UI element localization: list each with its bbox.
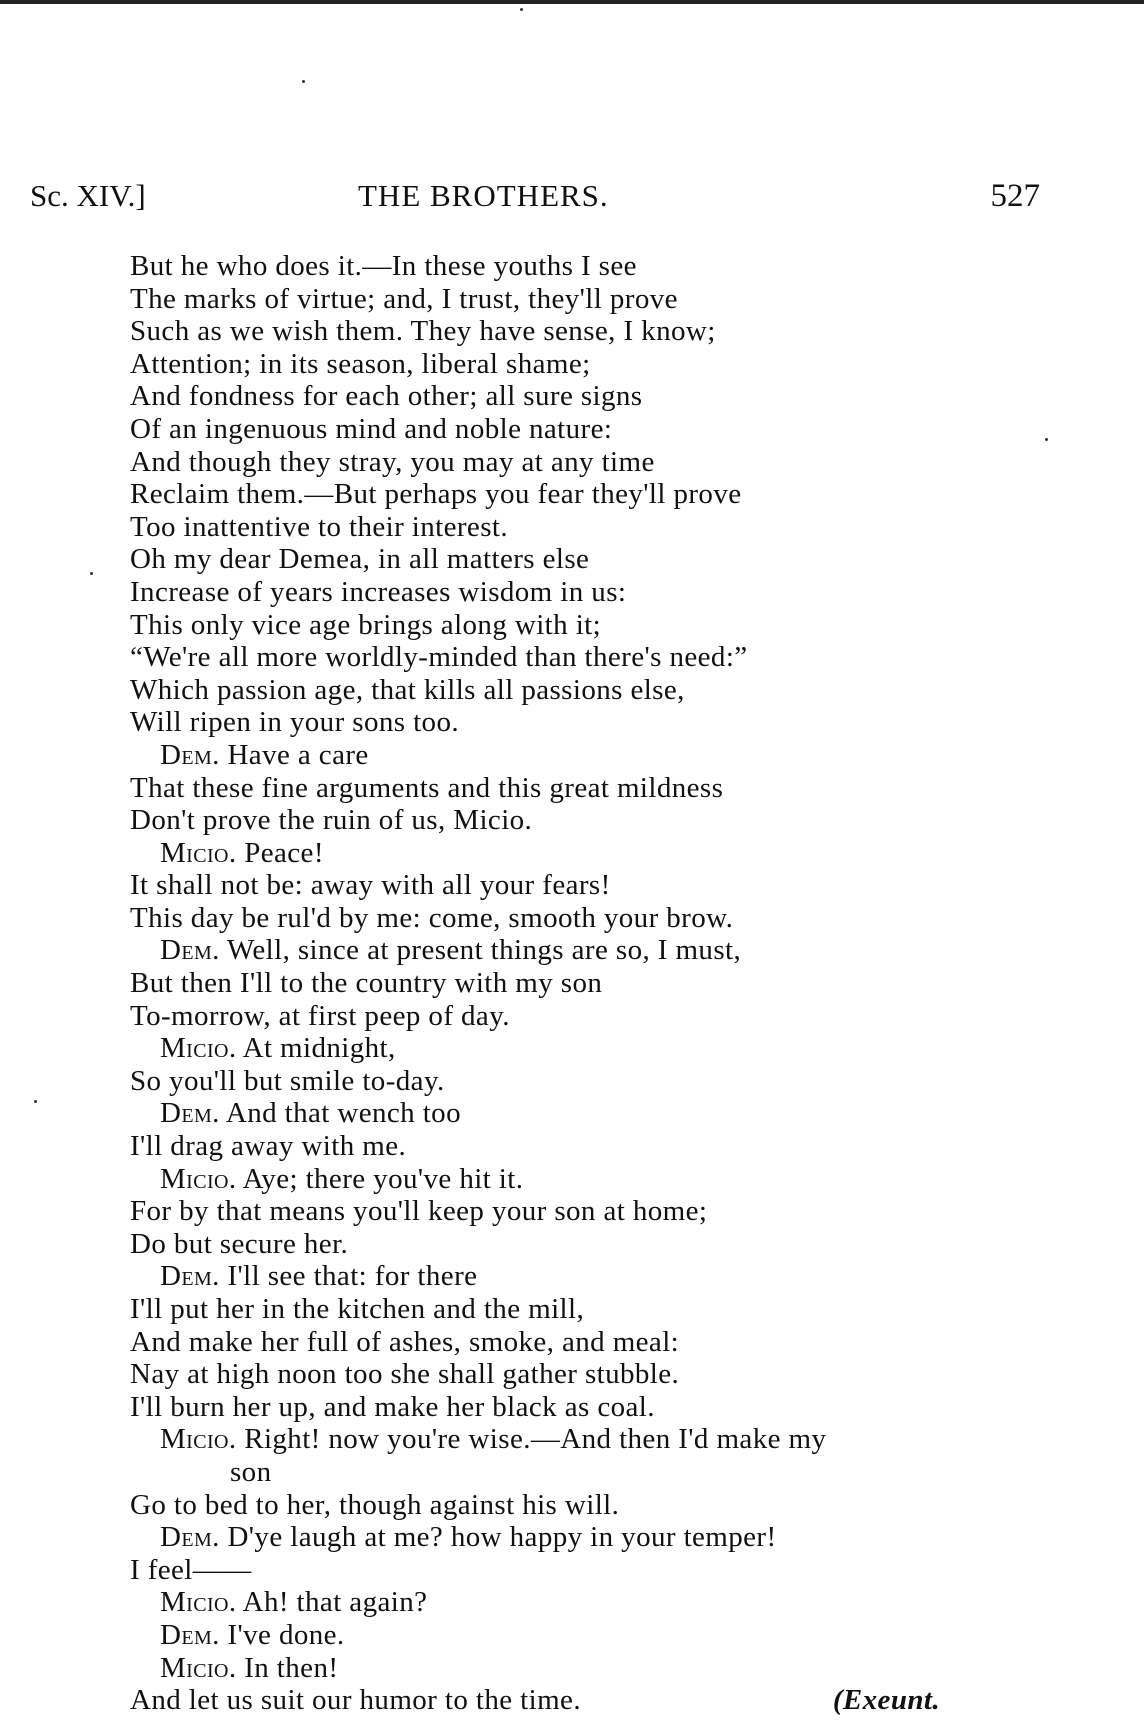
line-text: Oh my dear Demea, in all matters else [130,543,590,576]
verse-line [130,380,1070,413]
line-text: Go to bed to her, though against his will. [130,1488,620,1521]
stage-direction: (Exeunt. [832,1684,940,1717]
running-header [30,178,1040,222]
verse-line [130,837,1070,870]
verse-line [130,967,1070,1000]
line-text: Too inattentive to their interest. [130,510,508,543]
verse-line [130,511,1070,544]
verse-line [130,1097,1070,1130]
verse-line [130,576,1070,609]
line-text: Right! now you're wise.—And then I'd make my [244,1423,827,1456]
line-text: Of an ingenuous mind and noble nature: [130,412,613,445]
line-text: This day be rul'd by me: come, smooth your brow. [130,901,734,934]
verse-line [130,804,1070,837]
section-label: Sc. XIV.] [30,178,146,213]
print-speck [302,80,305,83]
verse-line [130,1521,1070,1554]
verse-line [130,1228,1070,1261]
line-text: So you'll but smile to-day. [130,1064,445,1097]
verse-line [130,1260,1070,1293]
verse-line [130,478,1070,511]
line-text: This only vice age brings along with it; [130,608,602,641]
line-text: But he who does it.—In these youths I see [130,250,637,282]
verse-line [130,1195,1070,1228]
line-text: Which passion age, that kills all passions else, [130,673,685,706]
line-text: Have a care [227,738,369,771]
line-text: And make her full of ashes, smoke, and meal: [130,1325,680,1358]
verse-line [130,1163,1070,1196]
verse-line [130,446,1070,479]
line-text: And fondness for each other; all sure signs [130,380,643,413]
line-text: For by that means you'll keep your son at home; [130,1195,708,1228]
line-text: In then! [244,1651,339,1684]
speaker-name: Dem. [160,934,220,967]
speaker-name: Dem. [160,1097,220,1130]
line-text: That these fine arguments and this great mildness [130,771,724,804]
verse-line [130,1423,1070,1456]
verse-line [130,543,1070,576]
verse-line [130,413,1070,446]
speaker-name: Dem. [160,1618,220,1651]
page-number: 527 [990,178,1040,214]
speaker-name: Dem. [160,738,220,771]
line-text: Do but secure her. [130,1227,349,1260]
line-text: I'll burn her up, and make her black as coal. [130,1390,655,1423]
speaker-name: Micio. [160,1423,237,1456]
line-text: “We're all more worldly-minded than there's need:” [130,641,748,674]
verse-line [130,641,1070,674]
speaker-name: Micio. [160,1586,237,1619]
line-text: Reclaim them.—But perhaps you fear they'll prove [130,478,742,511]
speaker-name: Micio. [160,1162,237,1195]
print-speck [34,1100,37,1103]
line-text: Attention; in its season, liberal shame; [130,347,591,380]
line-text: son [230,1455,272,1488]
line-text: But then I'll to the country with my son [130,967,603,1000]
line-text: It shall not be: away with all your fears! [130,869,611,902]
line-text: Don't prove the ruin of us, Micio. [130,804,533,837]
verse-line [130,1130,1070,1163]
speaker-name: Micio. [160,1651,237,1684]
line-text: The marks of virtue; and, I trust, they'll prove [130,282,678,315]
verse-line [130,283,1070,316]
speaker-name: Dem. [160,1260,220,1293]
verse-line [130,674,1070,707]
verse-line [130,1032,1070,1065]
print-speck [90,572,93,575]
line-text: I'll drag away with me. [130,1130,407,1163]
verse-line [130,1000,1070,1033]
verse-line [130,315,1070,348]
speaker-name: Micio. [160,836,237,869]
verse-line [130,1391,1070,1424]
line-text: I've done. [227,1618,345,1651]
verse-line [130,609,1070,642]
line-text: I feel—— [130,1553,252,1586]
verse-line [130,1293,1070,1326]
verse-line [130,1326,1070,1359]
verse-line [130,1619,1070,1652]
line-text: I'll put her in the kitchen and the mill, [130,1293,585,1325]
verse-line [130,1554,1070,1587]
line-text: At midnight, [242,1032,396,1065]
verse-line [130,706,1070,739]
line-text: Nay at high noon too she shall gather stubble. [130,1358,680,1391]
verse-line [130,772,1070,805]
print-speck [520,8,523,11]
running-title: THE BROTHERS. [358,178,609,213]
line-text: Such as we wish them. They have sense, I know; [130,315,716,348]
line-text: And though they stray, you may at any time [130,445,655,478]
verse-text [130,250,1070,1717]
verse-line [130,1489,1070,1522]
verse-line [130,250,1070,283]
verse-line [130,902,1070,935]
verse-line [130,1684,940,1717]
verse-line [130,934,1070,967]
verse-line [130,739,1070,772]
verse-line [130,1358,1070,1391]
line-text: And that wench too [225,1097,461,1130]
line-text: Ah! that again? [242,1586,428,1619]
line-text: And let us suit our humor to the time. [130,1684,581,1717]
speaker-name: Dem. [160,1521,220,1554]
line-text: Increase of years increases wisdom in us: [130,575,627,608]
verse-line [130,869,1070,902]
line-text: Well, since at present things are so, I must, [226,934,742,967]
line-text: Aye; there you've hit it. [242,1162,524,1195]
verse-line [130,1652,1070,1685]
line-text: Peace! [244,836,324,869]
line-text: To-morrow, at first peep of day. [130,999,510,1032]
top-border-rule [0,0,1144,4]
verse-line [130,1065,1070,1098]
line-text: I'll see that: for there [227,1260,478,1293]
verse-line [130,1456,1070,1489]
speaker-name: Micio. [160,1032,237,1065]
verse-line [130,1586,1070,1619]
line-text: Will ripen in your sons too. [130,706,460,739]
line-text: D'ye laugh at me? how happy in your temper! [227,1521,777,1554]
verse-line [130,348,1070,381]
